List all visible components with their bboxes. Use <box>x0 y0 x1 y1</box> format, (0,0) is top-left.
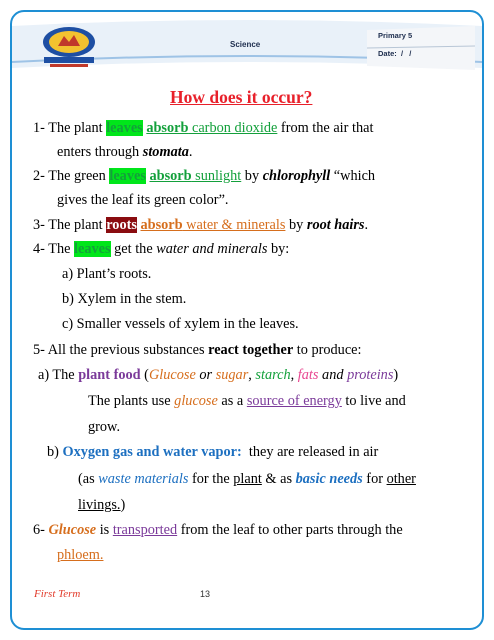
item-2-line-2: gives the leaf its green color”. <box>57 192 229 208</box>
item-5-sub-a <box>38 366 398 384</box>
item-3-line-1 <box>33 216 368 234</box>
text: , <box>290 367 298 383</box>
item-5-sub-b-line-2 <box>78 470 416 488</box>
keyword-glucose: Glucose <box>148 367 196 383</box>
keyword-phloem: phloem. <box>57 547 104 563</box>
keyword-starch: starch <box>255 367 291 383</box>
text: by <box>241 168 263 184</box>
item-number: 5- <box>33 342 48 358</box>
highlight-leaves: leaves <box>106 120 143 136</box>
text: The plants use <box>88 393 175 409</box>
text: (as <box>78 471 99 487</box>
date-label: Date: <box>378 49 397 58</box>
text: . <box>364 217 369 233</box>
keyword-livings: livings. <box>78 497 121 513</box>
grade-label: Primary 5 <box>378 31 413 40</box>
item-6-line-2 <box>57 546 103 564</box>
text: All the previous substances <box>47 342 209 358</box>
keyword-oxygen-water-vapor: Oxygen gas and water vapor: <box>62 444 242 460</box>
keyword-stomata: stomata <box>142 144 189 160</box>
text: ( <box>140 367 149 383</box>
keyword-source-of-energy: source of energy <box>246 393 342 409</box>
text: by: <box>267 241 290 257</box>
text: by <box>285 217 307 233</box>
item-6-line-1 <box>33 521 403 539</box>
keyword-sugar: sugar <box>215 367 249 383</box>
keyword-carbon-dioxide: carbon dioxide <box>188 120 278 136</box>
text: a) The <box>38 367 79 383</box>
date-value: / / <box>400 49 412 58</box>
highlight-leaves: leaves <box>109 168 146 184</box>
verb-absorb: absorb <box>149 168 192 184</box>
keyword-chlorophyll: chlorophyll <box>262 168 331 184</box>
item-number: 2- <box>33 168 49 184</box>
item-4-sub-c: c) Smaller vessels of xylem in the leaves. <box>62 316 299 332</box>
verb-absorb: absorb <box>140 217 183 233</box>
keyword-glucose: Glucose <box>48 522 97 538</box>
item-5-sub-b-line-3 <box>78 496 125 514</box>
item-4-sub-a: a) Plant’s roots. <box>62 266 152 282</box>
subject-label: Science <box>230 40 261 49</box>
keyword-react-together: react together <box>208 342 294 358</box>
text: and <box>318 367 348 383</box>
keyword-water-minerals: water & minerals <box>182 217 286 233</box>
text: “which <box>330 168 376 184</box>
item-4-line-1 <box>33 240 289 258</box>
item-5-line-1 <box>33 341 362 359</box>
item-number: 4- <box>33 241 49 257</box>
keyword-sunlight: sunlight <box>191 168 242 184</box>
item-number: 3- <box>33 217 49 233</box>
keyword-plant-food: plant food <box>78 367 141 383</box>
text: The plant <box>48 120 107 136</box>
text: from the air that <box>277 120 374 136</box>
text: as a <box>217 393 247 409</box>
text: for <box>362 471 387 487</box>
item-5-sub-a-line-2 <box>88 392 406 410</box>
page-number: 13 <box>200 589 211 599</box>
text: ) <box>393 367 399 383</box>
text: , <box>248 367 256 383</box>
item-5-sub-b <box>47 443 378 461</box>
keyword-plant: plant <box>233 471 262 487</box>
item-5-sub-a-line-3: grow. <box>88 419 121 435</box>
highlight-roots: roots <box>106 217 137 233</box>
keyword-waste-materials: waste materials <box>98 471 189 487</box>
highlight-leaves: leaves <box>74 241 111 257</box>
keyword-other: other <box>386 471 416 487</box>
keyword-transported: transported <box>112 522 178 538</box>
item-number: 6- <box>33 522 49 538</box>
item-2-line-1 <box>33 167 375 185</box>
text: or <box>195 367 216 383</box>
text: is <box>96 522 113 538</box>
item-4-sub-b: b) Xylem in the stem. <box>62 291 187 307</box>
text: & as <box>261 471 296 487</box>
keyword-basic-needs: basic needs <box>295 471 363 487</box>
text: The <box>48 241 75 257</box>
text: b) <box>47 444 63 460</box>
text: from the leaf to other parts through the <box>177 522 403 538</box>
text: they are released in air <box>241 444 379 460</box>
item-1-line-2 <box>57 143 192 161</box>
text: to live and <box>341 393 406 409</box>
item-1-line-1 <box>33 119 373 137</box>
page-title: How does it occur? <box>170 87 313 107</box>
keyword-fats: fats <box>297 367 319 383</box>
footer-term: First Term <box>34 588 81 600</box>
text: get the <box>110 241 157 257</box>
keyword-water-minerals: water and minerals <box>156 241 268 257</box>
date-field <box>378 49 411 58</box>
text: . <box>188 144 193 160</box>
text: for the <box>188 471 234 487</box>
text: ) <box>120 497 126 513</box>
school-logo <box>38 24 100 68</box>
item-number: 1- <box>33 120 49 136</box>
keyword-root-hairs: root hairs <box>306 217 365 233</box>
text: enters through <box>57 144 143 160</box>
verb-absorb: absorb <box>146 120 189 136</box>
text: The plant <box>48 217 107 233</box>
text: to produce: <box>293 342 362 358</box>
keyword-proteins: proteins <box>347 367 394 383</box>
text: The green <box>48 168 110 184</box>
keyword-glucose: glucose <box>174 393 218 409</box>
